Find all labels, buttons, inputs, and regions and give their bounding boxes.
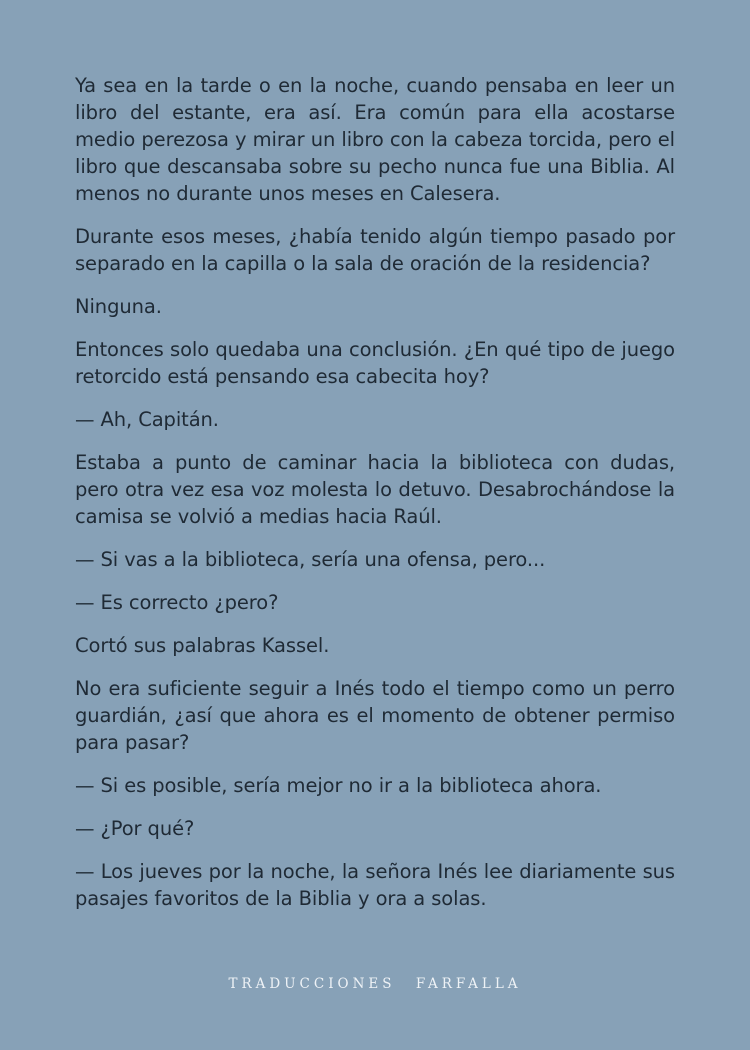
paragraph: Durante esos meses, ¿había tenido algún tiempo pasado por separado en la capilla o la sala de oración de la residencia? [75,225,675,275]
paragraph: Ninguna. [75,295,162,318]
paragraph: Estaba a punto de caminar hacia la biblioteca con dudas, pero otra vez esa voz molesta lo detuvo. Desabrochándose la camisa se volvió a medias hacia Raúl. [75,451,675,528]
paragraph: No era suficiente seguir a Inés todo el tiempo como un perro guardián, ¿así que ahora es el momento de obtener permiso para pasar? [75,677,675,754]
dialogue-line: — ¿Por qué? [75,817,195,840]
dialogue-line: — Si vas a la biblioteca, sería una ofensa, pero... [75,548,546,571]
paragraph: Cortó sus palabras Kassel. [75,634,330,657]
dialogue-line: — Ah, Capitán. [75,408,219,431]
dialogue-line: — Los jueves por la noche, la señora Inés lee diariamente sus pasajes favoritos de la Biblia y ora a solas. [75,860,675,910]
paragraph: Ya sea en la tarde o en la noche, cuando pensaba en leer un libro del estante, era así. Era común para ella acostarse medio perezosa y mirar un libro con la cabeza torcida, pero el libro que descansaba sobre su pecho nunca fue una Biblia. Al menos no durante unos meses en Calesera. [75,74,675,205]
paragraph: Entonces solo quedaba una conclusión. ¿En qué tipo de juego retorcido está pensando esa cabecita hoy? [75,338,675,388]
footer-credit: TRADUCCIONES FARFALLA [228,976,522,992]
page-text [75,72,675,928]
dialogue-line: — Si es posible, sería mejor no ir a la biblioteca ahora. [75,774,602,797]
dialogue-line: — Es correcto ¿pero? [75,591,279,614]
